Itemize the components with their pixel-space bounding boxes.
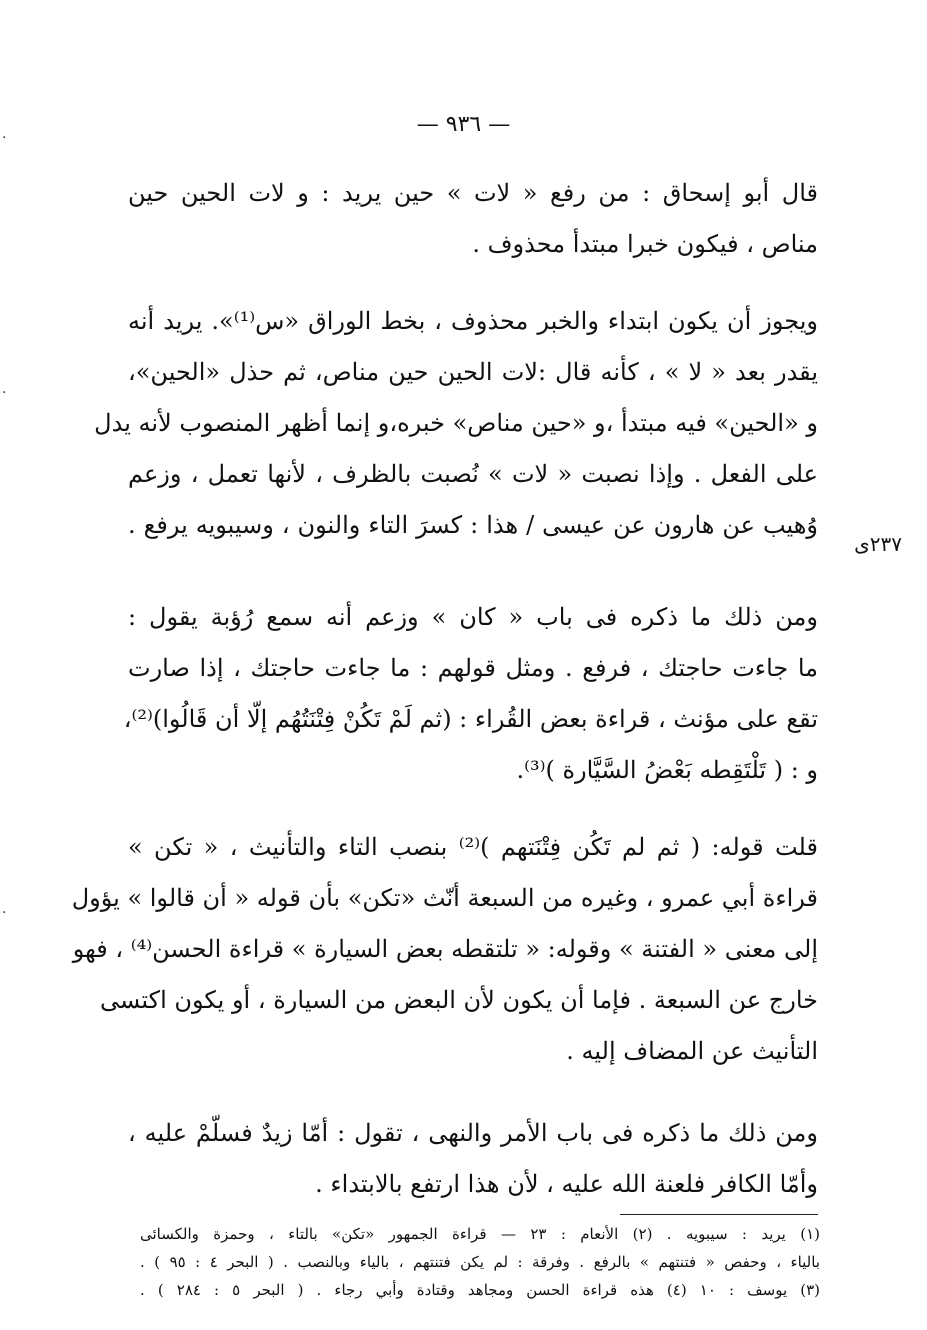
text-line: قراءة أبي عمرو ، وغيره من السبعة أنّث «تكن» بأن قوله « أن قالوا » يؤول [71, 884, 818, 912]
text-line: يقدر بعد « لا » ، كأنه قال :لات الحين حين مناص، ثم حذل «الحين»، [128, 358, 818, 386]
text-line: ومن ذلك ما ذكره فى باب « كان » وزعم أنه سمع رُؤبة يقول : [128, 603, 818, 631]
text-line: على الفعل . وإذا نصبت « لات » نُصبت بالظرف ، لأنها تعمل ، وزعم [128, 460, 818, 488]
paragraph-1 [128, 168, 818, 270]
scan-edge-mark: · [2, 130, 7, 146]
footnotes [140, 1220, 820, 1304]
text-line: قال أبو إسحاق : من رفع « لات » حين يريد : و لات الحين حين [128, 179, 818, 207]
margin-note: ٢٣٧ى [854, 532, 902, 556]
text-line: التأنيث عن المضاف إليه . [566, 1037, 818, 1065]
text-line: خارج عن السبعة . فإما أن يكون لأن البعض من السيارة ، أو يكون اكتسى [100, 986, 818, 1014]
footnote-line: بالياء ، وحفص « فتنتهم » بالرفع . وفرقة : لم يكن فتنتهم ، بالياء وبالنصب . ( البحر ٤ : ٩٥ ) . [140, 1253, 820, 1271]
text-line: قلت قوله: ( ثم لم تَكُن فِتْنَتهم )⁽²⁾ بنصب التاء والتأنيث ، « تكن » [128, 833, 818, 861]
page-number: — ٩٣٦ — [416, 112, 511, 137]
footnote-line: (٣) يوسف : ١٠ (٤) هذه قراءة الحسن ومجاهد وقتادة وأبي رجاء . ( البحر ٥ : ٢٨٤ ) . [140, 1281, 820, 1299]
paragraph-5 [128, 1108, 818, 1210]
paragraph-3 [123, 592, 818, 796]
scan-edge-mark: · [2, 385, 7, 401]
text-line: وأمّا الكافر فلعنة الله عليه ، لأن هذا ارتفع بالابتداء . [315, 1170, 818, 1198]
text-line: ويجوز أن يكون ابتداء والخبر محذوف ، بخط الوراق «س⁽¹⁾». يريد أنه [128, 307, 818, 335]
text-line: تقع على مؤنث ، قراءة بعض القُراء : (ثم لَمْ تَكُنْ فِتْنَتُهُم إلّا أن قَالُوا)⁽²⁾، [123, 705, 818, 733]
footnote-separator [620, 1214, 818, 1215]
text-line: ومن ذلك ما ذكره فى باب الأمر والنهى ، تقول : أمّا زيدٌ فسلّمْ عليه ، [128, 1119, 818, 1147]
text-line: إلى معنى « الفتنة » وقوله: « تلتقطه بعض السيارة » قراءة الحسن⁽⁴⁾ ، فهو [72, 935, 818, 963]
footnote-line: (١) يريد : سيبويه . (٢) الأنعام : ٢٣ — قراءة الجمهور «تكن» بالتاء ، وحمزة والكسائى [140, 1225, 820, 1243]
text-line: مناص ، فيكون خبرا مبتدأ محذوف . [472, 230, 818, 258]
text-line: ما جاءت حاجتك ، فرفع . ومثل قولهم : ما جاءت حاجتك ، إذا صارت [128, 654, 818, 682]
paragraph-4 [71, 822, 818, 1077]
scan-edge-mark: · [2, 905, 7, 921]
text-line: وُهيب عن هارون عن عيسى / هذا : كسرَ التاء والنون ، وسيبويه يرفع . [128, 511, 818, 539]
text-line: و : ( تَلْتَقِطه بَعْضُ السَّيَّارة )⁽³⁾. [516, 756, 818, 784]
paragraph-2 [94, 296, 818, 551]
text-line: و «الحين» فيه مبتدأ ،و «حين مناص» خبره،و إنما أظهر المنصوب لأنه يدل [94, 409, 818, 437]
